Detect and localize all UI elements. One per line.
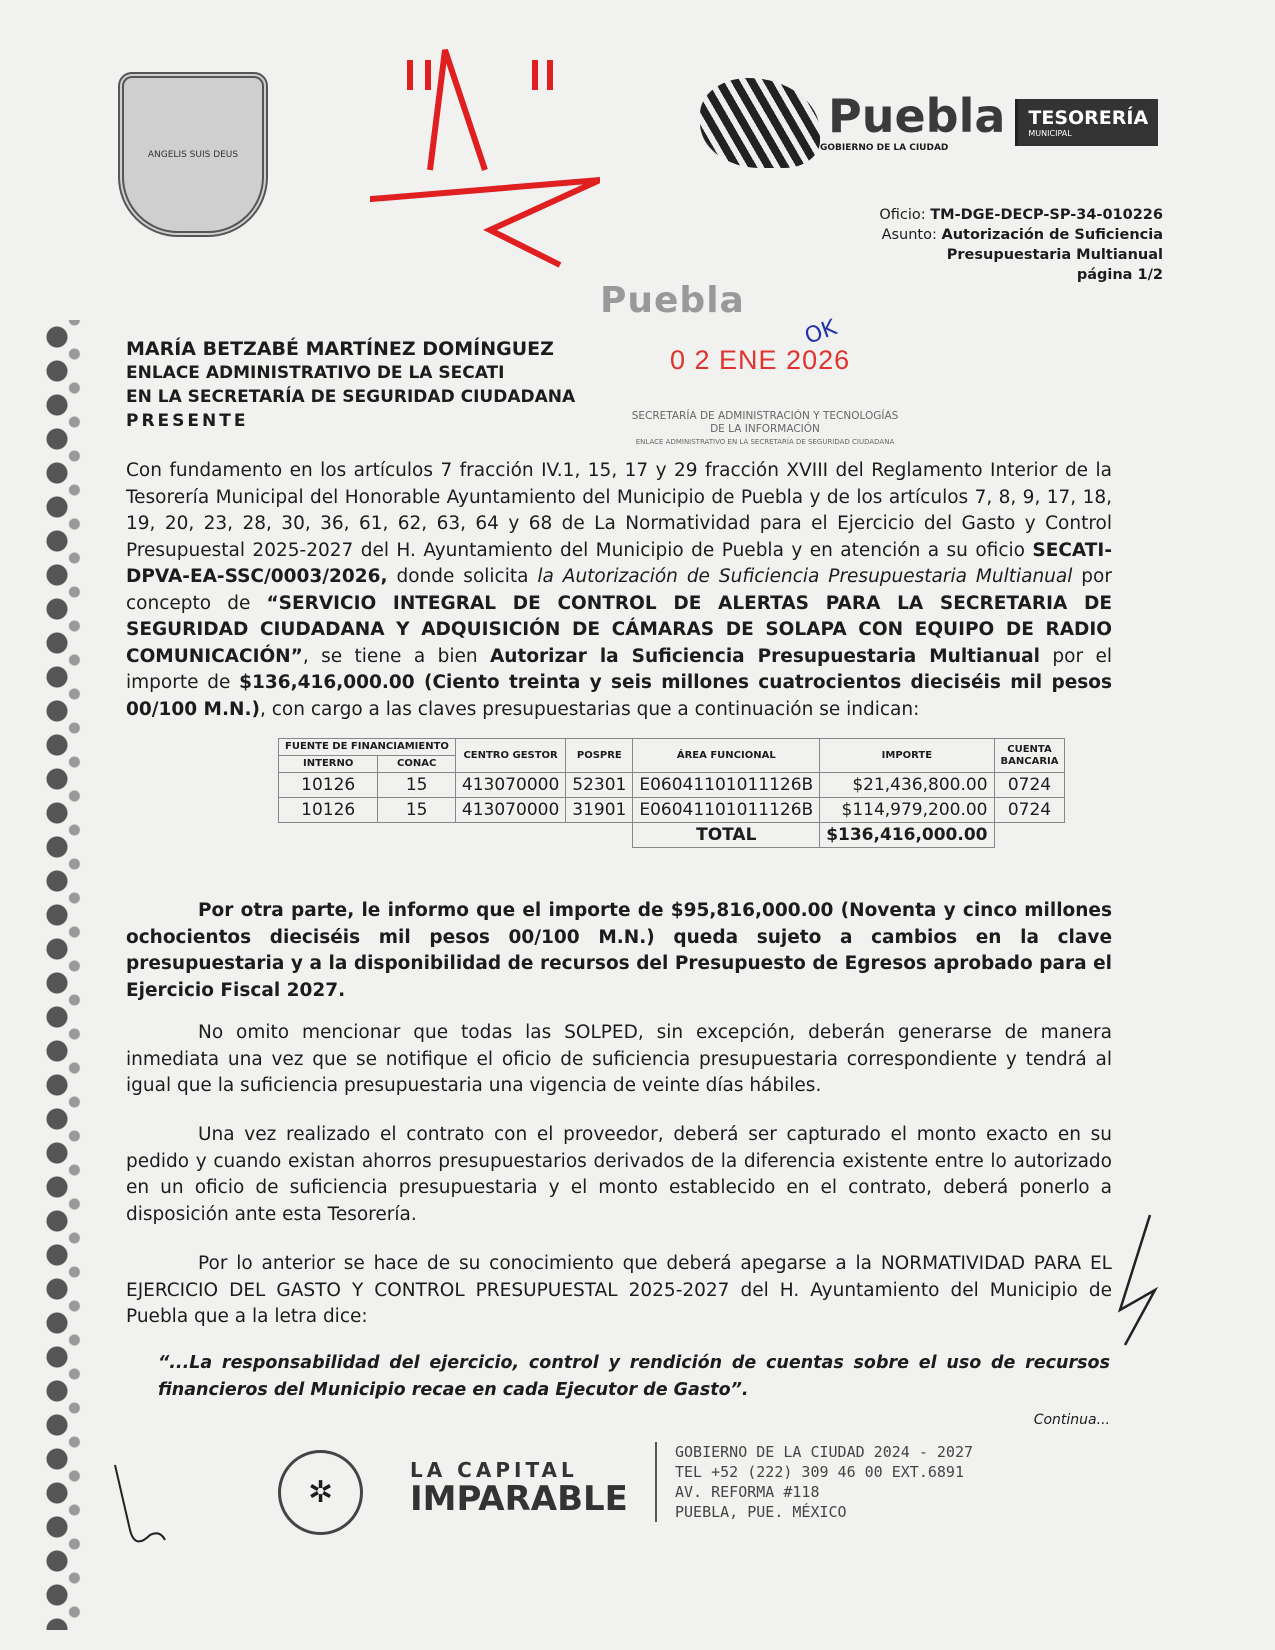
cell-cuenta: 0724	[994, 773, 1065, 798]
cell-centro: 413070000	[455, 773, 565, 798]
recipient-block	[126, 337, 575, 433]
cell-conac: 15	[378, 798, 456, 823]
tesoreria-box	[1015, 99, 1158, 146]
igualdad-laboral-logo: ✲	[278, 1450, 363, 1535]
recipient-presente: PRESENTE	[126, 411, 249, 431]
paragraph-2: Por otra parte, le informo que el importe de $95,816,000.00 (Noventa y cinco millones ochocientos dieciséis mil pesos 00/100 M.N.) queda sujeto a cambios en la clave presupuestaria y a la disponibilidad de recursos del Presupuesto de Egresos aprobado para el Ejercicio Fiscal 2027.	[126, 900, 1112, 1001]
stamp-enlace: ENLACE ADMINISTRATIVO EN LA SECRETARÍA DE SEGURIDAD CIUDADANA	[635, 438, 895, 446]
p1-importe: $136,416,000.00 (Ciento treinta y seis millones cuatrocientos dieciséis mil pesos 00/100 M.N.)	[126, 672, 1112, 720]
budget-table	[278, 738, 1065, 848]
recipient-line1: ENLACE ADMINISTRATIVO DE LA SECATI	[126, 363, 505, 383]
oficio-label: Oficio:	[879, 207, 926, 223]
cell-area: E06041101011126B	[633, 798, 820, 823]
p1-concepto: “SERVICIO INTEGRAL DE CONTROL DE ALERTAS PARA LA SECRETARIA DE SEGURIDAD CIUDADANA Y ADQUISICIÓN DE CÁMARAS DE SOLAPA CON EQUIPO DE RADIO COMUNICACIÓN”	[126, 592, 1112, 667]
continua-label: Continua...	[1033, 1412, 1110, 1428]
slogan-2: IMPARABLE	[410, 1479, 628, 1519]
th-centro: CENTRO GESTOR	[455, 739, 565, 773]
recipient-line2: EN LA SECRETARÍA DE SEGURIDAD CIUDADANA	[126, 387, 576, 407]
addr-line2: TEL +52 (222) 309 46 00 EXT.6891	[675, 1463, 964, 1481]
oficio-number: TM-DGE-DECP-SP-34-010226	[930, 207, 1163, 223]
stamp-date: 0 2 ENE 2026	[670, 345, 851, 375]
oficio-block	[879, 205, 1163, 285]
total-row	[279, 823, 1065, 848]
cell-importe: $114,979,200.00	[820, 798, 994, 823]
th-cuenta: CUENTA BANCARIA	[994, 739, 1065, 773]
table-row	[279, 798, 1065, 823]
p1-italic: la Autorización de Suficiencia Presupuestaria Multianual	[537, 566, 1073, 587]
cell-area: E06041101011126B	[633, 773, 820, 798]
seal-text: ANGELIS SUIS DEUS	[147, 149, 239, 160]
addr-line3: AV. REFORMA #118	[675, 1483, 820, 1501]
la-capital-imparable-logo	[410, 1458, 628, 1519]
quote: “...La responsabilidad del ejercicio, control y rendición de cuentas sobre el uso de recursos financieros del Municipio recae en cada Ejecutor de Gasto”.	[158, 1353, 1110, 1400]
p1-text: Con fundamento en los artículos 7 fracción IV.1, 15, 17 y 29 fracción XVIII del Reglamento Interior de la Tesorería Municipal del Honorable Ayuntamiento del Municipio de Puebla y de los artículos 7, 8, 9, 17, 18, 19, 20, 23, 28, 30, 36, 61, 62, 63, 64 y 68 de La Normatividad para el Ejercicio del Gasto y Control Presupuestal 2025-2027 del H. Ayuntamiento del Municipio de Puebla y en atención a su oficio	[126, 460, 1112, 561]
paragraph-5: Por lo anterior se hace de su conocimiento que deberá apegarse a la NORMATIVIDAD PARA EL EJERCICIO DEL GASTO Y CONTROL PRESUPUESTAL 2025-2027 del H. Ayuntamiento del Municipio de Puebla que a la letra dice:	[126, 1253, 1112, 1327]
p1-text-6: , con cargo a las claves presupuestarias que a continuación se indican:	[259, 698, 920, 720]
addr-line4: PUEBLA, PUE. MÉXICO	[675, 1503, 847, 1521]
asunto-label: Asunto:	[881, 227, 937, 243]
signature-mark	[1110, 1210, 1170, 1350]
cell-cuenta: 0724	[994, 798, 1065, 823]
th-area: ÁREA FUNCIONAL	[633, 739, 820, 773]
cell-pospre: 52301	[566, 773, 633, 798]
th-interno: INTERNO	[279, 756, 378, 773]
total-label: TOTAL	[633, 823, 820, 848]
asunto-1: Autorización de Suficiencia	[941, 227, 1163, 243]
stamp-secretaria-2: DE LA INFORMACIÓN	[710, 423, 820, 435]
addr-line1: GOBIERNO DE LA CIUDAD 2024 - 2027	[675, 1443, 974, 1461]
municipal-seal	[118, 72, 268, 237]
asunto-2: Presupuestaria Multianual	[946, 247, 1163, 263]
p1-text-4: , se tiene a bien	[302, 645, 490, 667]
logo-box-title: TESORERÍA	[1028, 107, 1149, 129]
logo-box-sub: MUNICIPAL	[1028, 129, 1072, 138]
cell-conac: 15	[378, 773, 456, 798]
stamp-secretaria: SECRETARÍA DE ADMINISTRACIÓN Y TECNOLOGÍAS	[631, 410, 899, 422]
p1-oficio: SECATI-DPVA-EA-SSC/0003/2026,	[126, 539, 1112, 587]
paragraph-1	[126, 458, 1112, 723]
logo-art-icon	[700, 78, 820, 168]
footer-address	[655, 1442, 973, 1522]
th-conac: CONAC	[378, 756, 456, 773]
paragraph-3: No omito mencionar que todas las SOLPED, sin excepción, deberán generarse de manera inmediata una vez que se notifique el oficio de suficiencia presupuestaria correspondiente y tendrá al igual que la suficiencia presupuestaria una vigencia de veinte días hábiles.	[126, 1022, 1112, 1096]
received-stamp	[600, 280, 940, 450]
total-value: $136,416,000.00	[820, 823, 994, 848]
logo-sub: GOBIERNO DE LA CIUDAD	[820, 142, 949, 153]
cell-pospre: 31901	[566, 798, 633, 823]
paragraph-4: Una vez realizado el contrato con el proveedor, deberá ser capturado el monto exacto en su pedido y cuando existan ahorros presupuestarios derivados de la diferencia existente entre lo autorizado en un oficio de suficiencia presupuestaria y el monto establecido en el contrato, deberá ponerlo a disposición ante esta Tesorería.	[126, 1124, 1112, 1225]
stamp-initials: OK	[801, 315, 841, 350]
handwritten-a-mark	[370, 30, 600, 270]
slogan-1: LA CAPITAL	[410, 1458, 578, 1482]
decorative-border	[28, 320, 86, 1630]
table-row	[279, 773, 1065, 798]
cell-interno: 10126	[279, 798, 378, 823]
th-pospre: POSPRE	[566, 739, 633, 773]
cell-centro: 413070000	[455, 798, 565, 823]
th-importe: IMPORTE	[820, 739, 994, 773]
p1-text-2: donde solicita	[387, 566, 538, 587]
stamp-logo: Puebla	[600, 280, 745, 321]
puebla-tesoreria-logo	[700, 75, 1160, 170]
p1-autorizar: Autorizar la Suficiencia Presupuestaria Multianual	[489, 645, 1040, 667]
cell-importe: $21,436,800.00	[820, 773, 994, 798]
logo-word: Puebla	[828, 88, 1006, 143]
recipient-name: MARÍA BETZABÉ MARTÍNEZ DOMÍNGUEZ	[126, 338, 554, 360]
initials-mark	[105, 1460, 185, 1560]
page-number: página 1/2	[1076, 267, 1163, 283]
cell-interno: 10126	[279, 773, 378, 798]
p1-text-3: por concepto de	[126, 566, 1112, 614]
th-fuente: FUENTE DE FINANCIAMIENTO	[279, 739, 456, 756]
p1-text-5: por el importe de	[126, 645, 1113, 693]
